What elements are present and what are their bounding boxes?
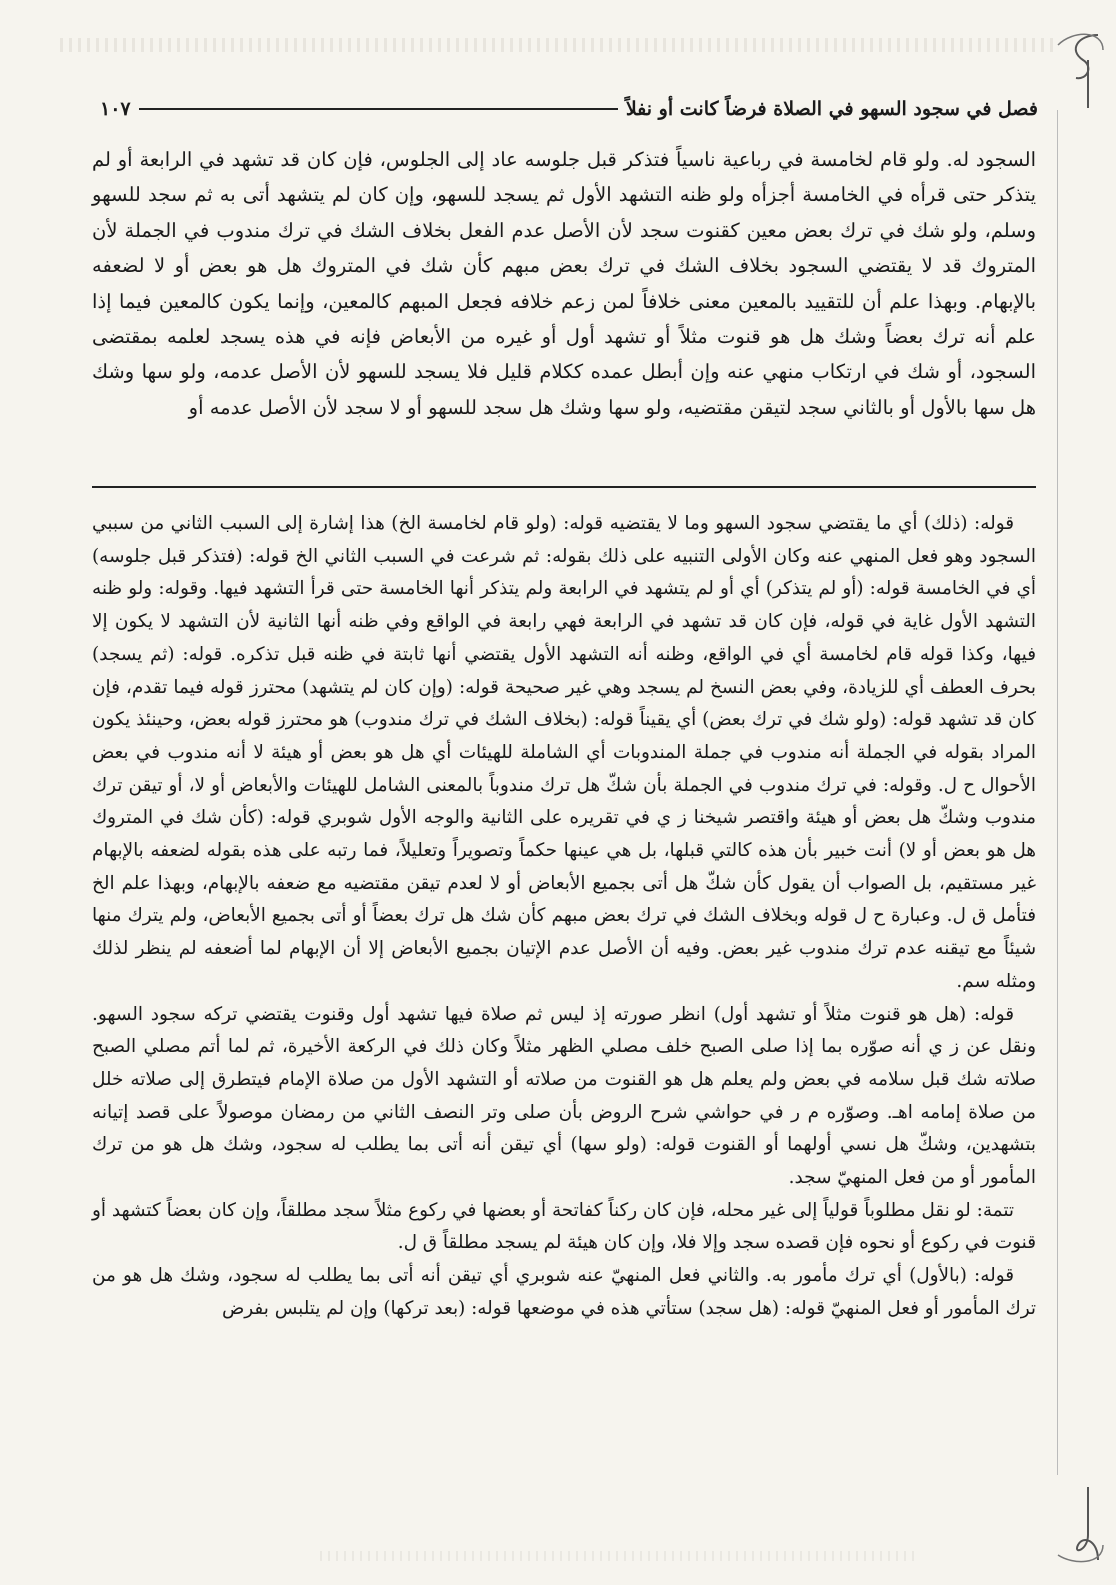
commentary-paragraph: قوله: (ذلك) أي ما يقتضي سجود السهو وما لا يقتضيه قوله: (ولو قام لخامسة الخ) هذا إشارة إلى السبب الثاني من سببي السجود وهو فعل المنهي عنه وكان الأولى التنبيه على ذلك بقوله: ثم شرعت في السبب الثاني الخ قوله: (فتذكر قبل جلوسه) أي في الخامسة قوله: (أو لم يتذكر) أي أو لم يتشهد في الرابعة ولم يتذكر أنها الخامسة حتى قرأ التشهد فيها. وقوله: ولو ظنه التشهد الأول غاية في قوله، فإن كان قد تشهد في الرابعة فهي رابعة في الواقع وفي ظنه أنها الثانية لأن التشهد لا يكون إلا فيها، وكذا قوله قام لخامسة أي في الواقع، وظنه أنه التشهد الأول يقتضي أنها ثابتة في ظنه قبل تذكره. قوله: (ثم يسجد) بحرف العطف أي للزيادة، وفي بعض النسخ لم يسجد وهي غير صحيحة قوله: (وإن كان لم يتشهد) محترز قوله فيما تقدم، فإن كان قد تشهد قوله: (ولو شك في ترك بعض) أي يقيناً قوله: (بخلاف الشك في ترك مندوب) هو محترز قوله بعض، وحينئذ يكون المراد بقوله في الجملة أنه مندوب في جملة المندوبات أي الشاملة للهيئات أي هل هو بعض أو هيئة لا أنه مندوب في بعض الأحوال ح ل. وقوله: في ترك مندوب في الجملة بأن شكّ هل ترك مندوباً بالمعنى الشامل للهيئات والأبعاض أو لا، أو تيقن ترك مندوب وشكّ هل بعض أو هيئة واقتصر شيخنا ز ي في تقريره على الثانية والوجه الأول شوبري قوله: (كأن شك في المتروك هل هو بعض أو لا) أنت خبير بأن هذه كالتي قبلها، بل هي عينها حكماً وتصويراً وتعليلاً، فما رتبه على هذه بقوله لضعفه بالإبهام غير مستقيم، بل الصواب أن يقول كأن شكّ هل أتى بجميع الأبعاض أو لا لعدم تيقن مقتضيه مع ضعفه بالإبهام، وبهذا علم الخ فتأمل ق ل. وعبارة ح ل قوله وبخلاف الشك في ترك بعض مبهم كأن شك هل ترك بعضاً أو أتى بجميع الأبعاض، ولم يترك منها شيئاً مع تيقنه عدم ترك مندوب غير بعض. وفيه أن الأصل عدم الإتيان بجميع الأبعاض إلا أن الإبهام لما أضعفه لم ينظر لذلك ومثله سم. [92,513,1036,992]
header-rule [139,108,618,110]
main-paragraph: السجود له. ولو قام لخامسة في رباعية ناسياً فتذكر قبل جلوسه عاد إلى الجلوس، فإن كان قد تشهد في الرابعة أو لم يتذكر حتى قرأه في الخامسة أجزأه ولو ظنه التشهد الأول ثم يسجد للسهو، وإن كان لم يتشهد أتى به ثم سجد للسهو وسلم، ولو شك في ترك بعض معين كقنوت سجد لأن الأصل عدم الفعل بخلاف الشك في ترك مندوب في الجملة لأن المتروك قد لا يقتضي السجود بخلاف الشك في ترك بعض مبهم كأن شك في المتروك هل هو بعض أو لا لضعفه بالإبهام. وبهذا علم أن للتقييد بالمعين معنى خلافاً لمن زعم خلافه فجعل المبهم كالمعين، وإنما يكون كالمعين فيما إذا علم أنه ترك بعضاً وشك هل هو قنوت مثلاً أو تشهد أول أو غيره من الأبعاض فإنه في هذه يسجد لعلمه بمقتضى السجود، أو شك في ارتكاب منهي عنه وإن أبطل عمده ككلام قليل فلا يسجد للسهو لأن الأصل عدمه، ولو سها وشك هل سها بالأول أو بالثاني سجد لتيقن مقتضيه، ولو سها وشك هل سجد للسهو أو لا سجد لأن الأصل عدمه أو [92,148,1036,419]
corner-ornament-icon [1048,30,1108,110]
commentary-paragraph: قوله: (بالأول) أي ترك مأمور به. والثاني فعل المنهيّ عنه شوبري أي تيقن أنه أتى بما يطلب له سجود، وشك هل هو من ترك المأمور أو فعل المنهيّ قوله: (هل سجد) ستأتي هذه في موضعها قوله: (بعد تركها) وإن لم يتلبس بفرض [92,1265,1036,1319]
chapter-title: فصل في سجود السهو في الصلاة فرضاً كانت أو نفلاً [625,98,1038,120]
page-number: ١٠٧ [100,98,131,120]
scan-artifact-top [60,38,1056,52]
running-header [100,92,1038,126]
commentary-text [92,508,1036,1326]
margin-line [1057,110,1058,1475]
commentary-paragraph: تتمة: لو نقل مطلوباً قولياً إلى غير محله، فإن كان ركناً كفاتحة أو بعضها في ركوع مثلاً سجد مطلقاً، وإن كان بعضاً كتشهد أو قنوت في ركوع أو نحوه فإن قصده سجد وإلا فلا، وإن كان هيئة لم يسجد مطلقاً ق ل. [92,1199,1036,1254]
commentary-paragraph: قوله: (هل هو قنوت مثلاً أو تشهد أول) انظر صورته إذ ليس ثم صلاة فيها تشهد أول وقنوت يقتضي تركه سجود السهو. ونقل عن ز ي أنه صوّره بما إذا صلى الصبح خلف مصلي الظهر مثلاً وكان ذلك في الركعة الأخيرة، ثم لما أتم مصلي الصبح صلاته شك قبل سلامه في بعض ولم يعلم هل هو القنوت من صلاته أو التشهد الأول من صلاة الإمام فيتطرق إلى صلاته خلل من صلاة إمامه اهـ. وصوّره م ر في حواشي شرح الروض بأن صلى وتر النصف الثاني من رمضان موصولاً على قصد إتيانه بتشهدين، وشكّ هل نسي أولهما أو القنوت قوله: (ولو سها) أي تيقن أنه أتى بما يطلب له سجود، وشك هل هو من ترك المأمور أو من فعل المنهيّ سجد. [92,1003,1036,1189]
main-text [92,142,1036,425]
corner-ornament-icon [1048,1485,1108,1565]
scan-artifact-bottom [320,1551,916,1561]
footnote-divider [92,486,1036,488]
